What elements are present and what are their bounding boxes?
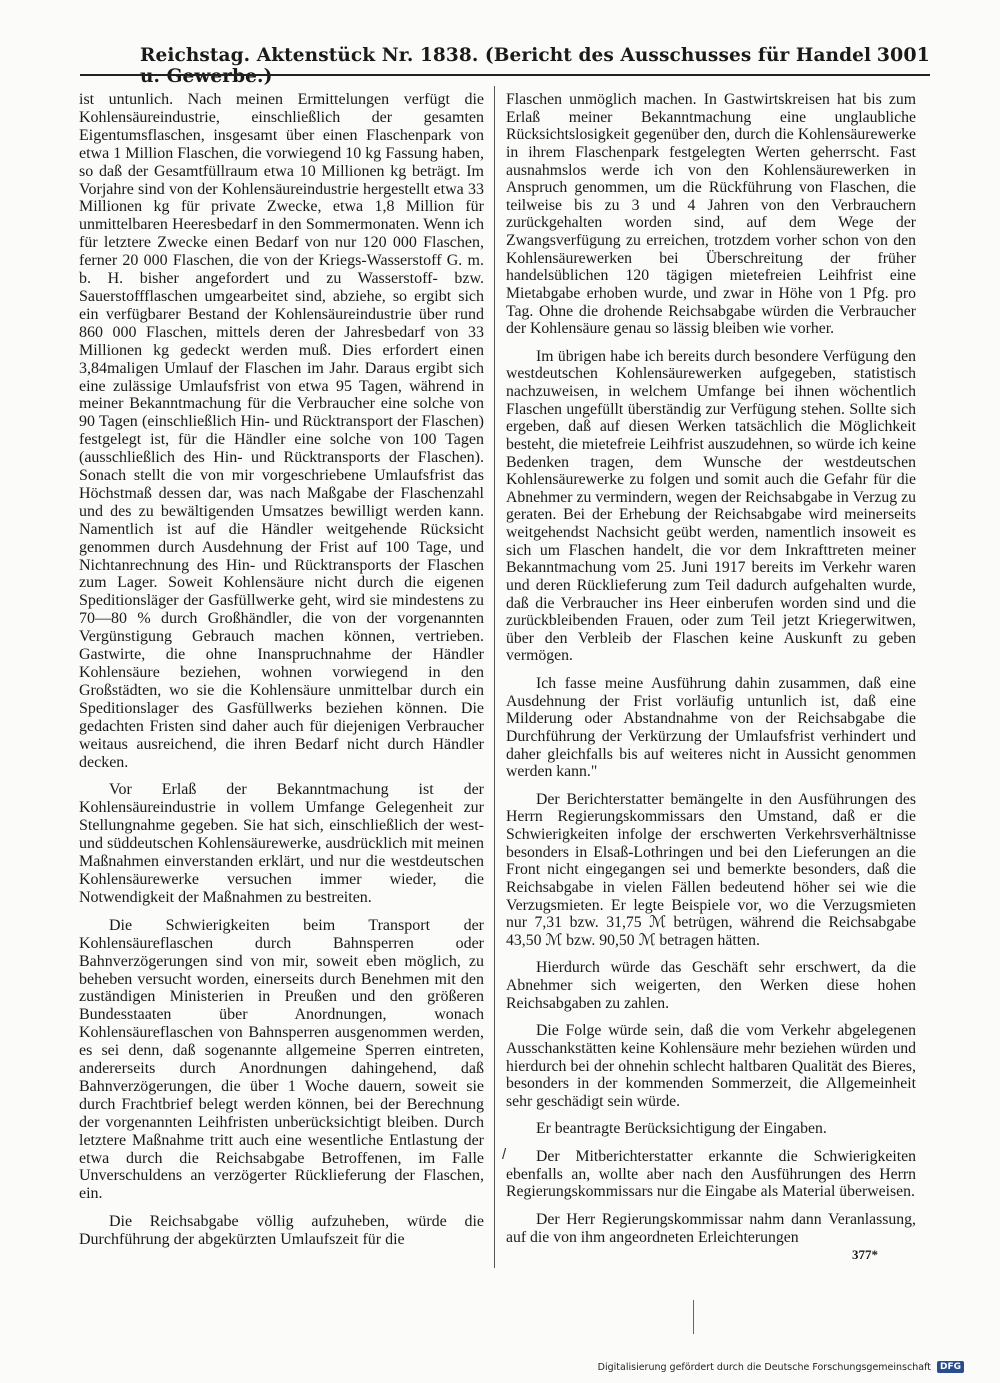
running-head	[140, 44, 930, 87]
paragraph: Der Berichterstatter bemängelte in den Ausführungen des Herrn Regierungskommissars den Umstand, daß er die Schwierigkeiten infolge der erschwerten Verkehrsverhältnisse besonders in Elsaß-Lothringen und bei den Lieferungen an die Front nicht eingegangen sei und bemerkte besonders, daß die Reichsabgabe in vielen Fällen bedeutend höher sei wie die Verzugsmieten. Er legte Beispiele vor, wo die Verzugsmieten nur 7,31 bzw. 31,75 ℳ betrügen, während die Reichsabgabe 43,50 ℳ bzw. 90,50 ℳ betragen hätten.	[506, 790, 916, 949]
paragraph: Er beantragte Berücksichtigung der Eingaben.	[536, 1120, 827, 1138]
paragraph: ist untunlich. Nach meinen Ermittelungen verfügt die Kohlensäureindustrie, einschließlich der gesamten Eigentumsflaschen, insgesamt über einen Flaschenpark von etwa 1 Million Flaschen, die vorwiegend 10 kg Fassung haben, so daß der Gesamtfüllraum etwa 10 Millionen kg beträgt. Im Vorjahre sind von der Kohlensäureindustrie hergestellt etwa 33 Millionen kg für private Zwecke, etwa 1,8 Million für unmittelbaren Heeresbedarf in den Sommermonaten. Wenn ich für letztere Zwecke einen Bedarf von nur 120 000 Flaschen, ferner 20 000 Flaschen, die von der Kriegs-Wasserstoff G. m. b. H. bisher angefordert und zu Wasserstoff- bzw. Sauerstoffflaschen umgearbeitet sind, abziehe, so ergibt sich ein verfügbarer Bestand der Kohlensäureindustrie über rund 860 000 Flaschen, mittels deren der Jahresbedarf von 33 Millionen kg gedeckt werden muß. Dies erfordert einen 3,84maligen Umlauf der Flaschen im Jahr. Daraus ergibt sich eine zulässige Umlaufsfrist von etwa 95 Tagen, während in meiner Bekanntmachung für die Verbraucher eine solche von 90 Tagen (einschließlich Hin- und Rücktransport der Flaschen) festgelegt ist, für die Händler eine solche von 100 Tagen (ausschließlich des Hin- und Rücktransports der Flaschen). Sonach stellt die von mir vorgeschriebene Umlaufsfrist das Höchstmaß dessen dar, was nach Maßgabe der Flaschenzahl und des zu bewältigenden Umsatzes bewilligt werden kann. Namentlich ist auf die Händler weitgehende Rücksicht genommen durch Ausdehnung der Frist auf 100 Tage, und Nichtanrechnung des Hin- und Rücktransports der Flaschen zum Lager. Soweit Kohlensäure nicht durch die eigenen Speditionsläger der Gasfüllwerke geht, wird sie mindestens zu 70—80 % durch Großhändler, die von der vorgenannten Vergünstigung Gebrauch machen können, vertrieben. Gastwirte, die ohne Inanspruchnahme der Händler Kohlensäure beziehen, wohnen vorwiegend in den Großstädten, wo sie die Kohlensäure unmittelbar durch ein Speditionslager des Gasfüllwerks beziehen können. Die gedachten Fristen sind daher auch für diejenigen Verbraucher weitaus ausreichend, die ihren Bedarf nicht durch Händler decken.	[79, 91, 484, 771]
column-divider	[494, 86, 495, 1268]
paragraph: Die Reichsabgabe völlig aufzuheben, würde die Durchführung der abgekürzten Umlaufszeit für die	[79, 1213, 484, 1249]
left-column	[79, 91, 484, 1249]
paragraph: Vor Erlaß der Bekanntmachung ist der Kohlensäureindustrie in vollem Umfange Gelegenheit zur Stellungnahme gegeben. Sie hat sich, einschließlich der west- und süddeutschen Kohlensäurewerke, ausdrücklich mit meinen Maßnahmen einverstanden erklärt, und nur die westdeutschen Kohlensäurewerke versuchen immer wieder, die Notwendigkeit der Maßnahmen zu bestreiten.	[79, 781, 484, 906]
paragraph: Der Herr Regierungskommissar nahm dann Veranlassung, auf die von ihm angeordneten Erleichterungen	[506, 1210, 916, 1246]
paragraph: Im übrigen habe ich bereits durch besondere Verfügung den westdeutschen Kohlensäurewerken aufgegeben, statistisch nachzuweisen, in welchem Umfange bei ihnen wöchentlich Flaschen ungefüllt überständig zur Verfügung stehen. Sollte sich ergeben, daß auf diesen Werken tatsächlich die Möglichkeit besteht, die mietefreie Leihfrist auszudehnen, so würde ich keine Bedenken tragen, dem Wunsche der westdeutschen Kohlensäurewerke zu folgen und somit auch die Gefahr für die Abnehmer zu vermindern, wegen der Reichsabgabe in Verzug zu geraten. Bei der Erhebung der Reichsabgabe wird meinerseits weitgehendst Nachsicht geübt werden, namentlich insoweit es sich um Flaschen handelt, die vor dem Inkrafttreten meiner Bekanntmachung vom 25. Juni 1917 bereits im Verkehr waren und deren Rücklieferung zum Teil dadurch aufgehalten wurde, daß die Verbraucher ins Heer einberufen worden sind und die zurückbleibenden Frauen, oder zum Teil jetzt Kriegerwitwen, über den Verbleib der Flaschen keine Auskunft zu geben vermögen.	[506, 347, 916, 665]
running-head-title: Reichstag. Aktenstück Nr. 1838. (Bericht des Ausschusses für Handel u. Gewerbe.)	[140, 45, 872, 87]
margin-pencil-mark: /	[502, 1146, 507, 1163]
header-rule	[80, 74, 930, 76]
paragraph: Ich fasse meine Ausführung dahin zusammen, daß eine Ausdehnung der Frist vorläufig untunlich ist, daß eine Milderung oder Abstandnahme von der Reichsabgabe die Durchführung der Verkürzung der Umlaufsfrist verhindert und daher gleichfalls bis auf weiteres nicht in Aussicht genommen werden kann."	[506, 675, 916, 781]
paragraph: Der Mitberichterstatter erkannte die Schwierigkeiten ebenfalls an, wollte aber nach den Ausführungen des Herrn Regierungskommissars nur die Eingabe als Material überweisen.	[506, 1148, 916, 1201]
paragraph: Hierdurch würde das Geschäft sehr erschwert, da die Abnehmer sich weigerten, den Werken diese hohen Reichsabgaben zu zahlen.	[506, 959, 916, 1012]
footer-credit	[598, 1361, 964, 1373]
paragraph: Die Schwierigkeiten beim Transport der Kohlensäureflaschen durch Bahnsperren oder Bahnverzögerungen sind von mir, soweit eben möglich, zu beheben versucht worden, einerseits durch Benehmen mit den zuständigen Ministerien in Preußen und den größeren Bundesstaaten über Anordnungen, wonach Kohlensäureflaschen von Bahnsperren ausgenommen werden, es sei denn, daß sogenannte allgemeine Sperren eintreten, andererseits durch Anordnungen dahingehend, daß Bahnverzögerungen, die über 1 Woche dauern, soweit sie durch Frachtbrief belegt werden können, bei der Berechnung der vorgenannten Leihfristen unberücksichtigt bleiben. Durch letztere Maßnahme tritt auch eine wesentliche Entlastung der etwa durch die Reichsabgabe Betroffenen, im Falle Unverschuldens an verzögerter Rücklieferung der Flaschen, ein.	[79, 916, 484, 1203]
footer-credit-text: Digitalisierung gefördert durch die Deutsche Forschungsgemeinschaft	[597, 1361, 931, 1373]
paragraph: Die Folge würde sein, daß die vom Verkehr abgelegenen Ausschankstätten keine Kohlensäure mehr beziehen würden und hierdurch bei der ohnehin schlecht haltbaren Qualität des Bieres, besonders in der kommenden Sommerzeit, die Allgemeinheit sehr geschädigt sein würde.	[506, 1022, 916, 1110]
page-number: 3001	[876, 44, 930, 66]
dfg-logo: DFG	[937, 1361, 964, 1373]
paragraph: Flaschen unmöglich machen. In Gastwirtskreisen hat bis zum Erlaß meiner Bekanntmachung eine unglaubliche Rücksichtslosigkeit gegenüber den, durch die Kohlensäurewerke in ihrem Flaschenpark festgelegten Werten geherrscht. Fast ausnahmslos werde ich von den Kohlensäurewerken in Anspruch genommen, um die Rückführung von Flaschen, die teilweise bis zu 3 und 4 Jahren von den Verbrauchern zurückgehalten worden sind, auf dem Wege der Zwangsverfügung zu erreichen, trotzdem vorher schon von den Kohlensäurewerken bei Überschreitung der früher handelsüblichen 120 tägigen mietefreien Leihfrist eine Mietabgabe erhoben wurde, und zwar in Höhe von 1 Pfg. pro Tag. Ohne die drohende Reichsabgabe würden die Verbraucher der Kohlensäure genau so lässig bleiben wie vorher.	[506, 91, 916, 338]
right-column	[506, 91, 916, 1246]
scan-edge-mark	[693, 1300, 694, 1334]
printer-signature: 377*	[852, 1247, 878, 1262]
